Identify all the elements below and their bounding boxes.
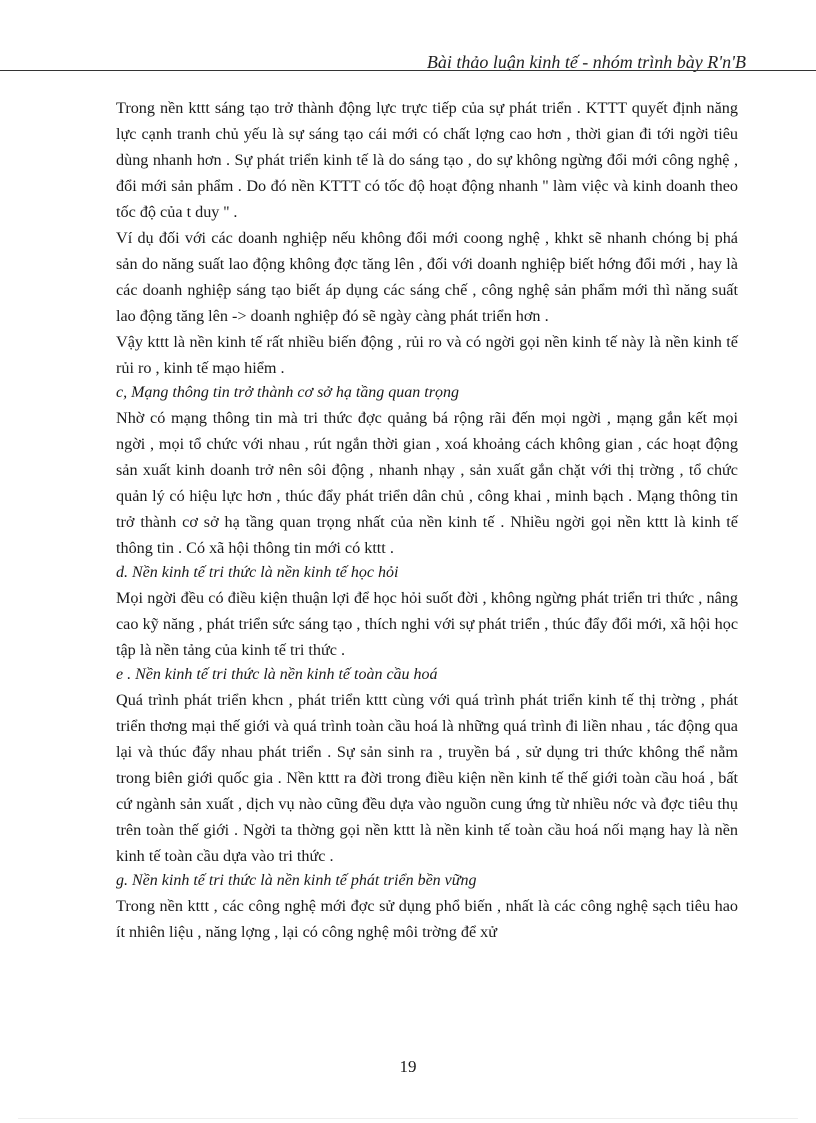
page-number: 19 (399, 1057, 417, 1076)
paragraph: Ví dụ đối với các doanh nghiệp nếu không đổi mới coong nghệ , khkt sẽ nhanh chóng bị phá sản do năng suất lao động không đợc tăng lên , đối với doanh nghiệp biết hớng đổi mới , hay là các doanh nghiệp sáng tạo biết áp dụng các sáng chế , công nghệ sản phẩm mới thì năng suất lao động tăng lên -> doanh nghiệp đó sẽ ngày càng phát triển hơn . (116, 229, 738, 325)
header-rule (0, 70, 816, 71)
paragraph: Nhờ có mạng thông tin mà tri thức đợc quảng bá rộng rãi đến mọi ngời , mạng gắn kết mọi ngời , mọi tổ chức với nhau , rút ngắn thời gian , xoá khoảng cách không gian , các hoạt động sản xuất kinh doanh trở nên sôi động , nhanh nhạy , sản xuất gắn chặt với thị trờng , tổ chức quản lý có hiệu lực hơn , thúc đẩy phát triển dân chủ , công khai , minh bạch . Mạng thông tin trở thành cơ sở hạ tầng quan trọng nhất của nền kinh tế . Nhiều ngời gọi nền kttt là kinh tế thông tin . Có xã hội thông tin mới có kttt . (116, 409, 738, 557)
paragraph: Quá trình phát triển khcn , phát triển kttt cùng với quá trình phát triển kinh tế thị trờng , phát triển thơng mại thế giới và quá trình toàn cầu hoá là những quá trình đi liền nhau , tác động qua lại và thúc đẩy nhau phát triển . Sự sản sinh ra , truyền bá , sử dụng tri thức không thể nằm trong biên giới quốc gia . Nền kttt ra đời trong điều kiện nền kinh tế thế giới toàn cầu hoá , bất cứ ngành sản xuất , dịch vụ nào cũng đều dựa vào nguồn cung ứng từ nhiều nớc và đợc tiêu thụ trên toàn thế giới . Ngời ta thờng gọi nền kttt là nền kinh tế toàn cầu hoá nối mạng hay là nền kinh tế toàn cầu dựa vào tri thức . (116, 691, 738, 865)
section-heading-d: d. Nền kinh tế tri thức là nền kinh tế học hỏi (116, 564, 399, 581)
paragraph: Mọi ngời đều có điều kiện thuận lợi để học hỏi suốt đời , không ngừng phát triển tri thức , nâng cao kỹ năng , phát triển sức sáng tạo , thích nghi với sự phát triển , thúc đẩy đổi mới, xã hội học tập là nền tảng của kinh tế tri thức . (116, 589, 738, 659)
section-heading-e: e . Nền kinh tế tri thức là nền kinh tế toàn cầu hoá (116, 666, 438, 683)
paragraph: Trong nền kttt , các công nghệ mới đợc sử dụng phổ biến , nhất là các công nghệ sạch tiêu hao ít nhiên liệu , năng lợng , lại có công nghệ môi trờng để xử (116, 897, 738, 941)
paragraph: Trong nền kttt sáng tạo trở thành động lực trực tiếp của sự phát triển . KTTT quyết định năng lực cạnh tranh chủ yếu là sự sáng tạo cái mới có chất lợng cao hơn , thời gian đi tới ngời tiêu dùng nhanh hơn . Sự phát triển kinh tế là do sáng tạo , do sự không ngừng đổi mới công nghệ , đổi mới sản phẩm . Do đó nền KTTT có tốc độ hoạt động nhanh '' làm việc và kinh doanh theo tốc độ của t duy '' . (116, 99, 738, 221)
page-header (0, 48, 816, 72)
section-heading-c: c, Mạng thông tin trở thành cơ sở hạ tầng quan trọng (116, 384, 459, 401)
footer-rule (18, 1118, 798, 1119)
paragraph: Vậy kttt là nền kinh tế rất nhiều biến động , rủi ro và có ngời gọi nền kinh tế này là nền kinh tế rủi ro , kinh tế mạo hiểm . (116, 333, 738, 377)
section-heading-g: g. Nền kinh tế tri thức là nền kinh tế phát triển bền vững (116, 872, 477, 889)
document-body (116, 95, 738, 945)
header-title: Bài thảo luận kinh tế - nhóm trình bày R'n'B (426, 52, 746, 72)
